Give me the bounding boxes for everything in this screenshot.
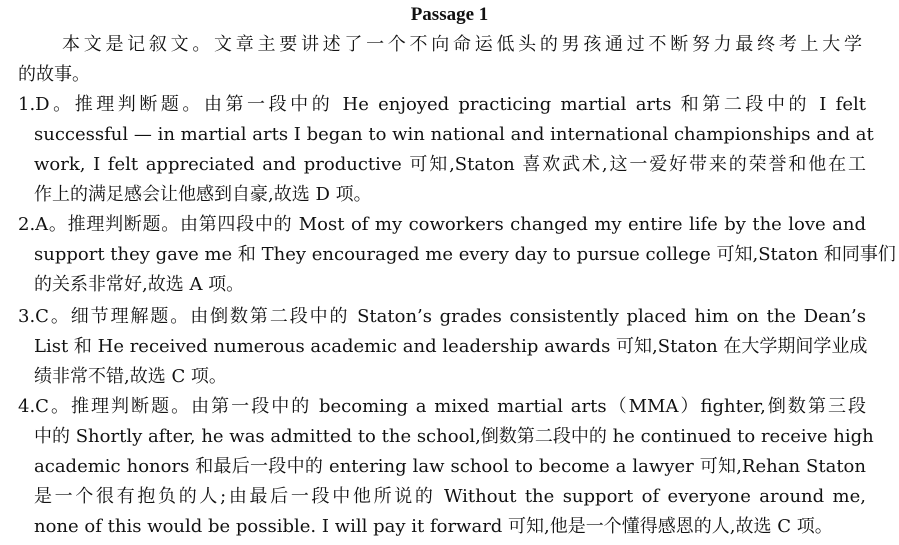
answer-2-line-3: 的关系非常好,故选 A 项。 [34,274,245,295]
answer-1-line-2: successful — in martial arts I began to win national and international championships and at [34,124,874,145]
intro-line-2: 的故事。 [18,64,90,85]
answer-2-line-1: 2.A。推理判断题。由第四段中的 Most of my coworkers changed my entire life by the love and [18,214,866,235]
answer-2-line-2: support they gave me 和 They encouraged me every day to pursue college 可知,Staton 和同事们 [34,244,896,265]
answer-4-line-1: 4.C。推理判断题。由第一段中的 becoming a mixed martial arts（MMA）fighter,倒数第三段 [18,396,866,417]
answer-3-line-2: List 和 He received numerous academic and leadership awards 可知,Staton 在大学期间学业成 [34,336,868,357]
intro-line-1: 本文是记叙文。文章主要讲述了一个不向命运低头的男孩通过不断努力最终考上大学 [62,34,862,55]
answer-4-line-3: academic honors 和最后一段中的 entering law school to become a lawyer 可知,Rehan Staton [34,456,866,477]
answer-1-line-1: 1.D。推理判断题。由第一段中的 He enjoyed practicing martial arts 和第二段中的 I felt [18,94,866,115]
passage-title: Passage 1 [410,4,489,25]
answer-3-line-1: 3.C。细节理解题。由倒数第二段中的 Staton’s grades consistently placed him on the Dean’s [18,306,866,327]
answer-4-line-2: 中的 Shortly after, he was admitted to the school,倒数第二段中的 he continued to receive high [34,426,874,447]
answer-4-line-5: none of this would be possible. I will pay it forward 可知,他是一个懂得感恩的人,故选 C 项。 [34,516,833,537]
answer-1-line-4: 作上的满足感会让他感到自豪,故选 D 项。 [34,184,372,205]
answer-3-line-3: 绩非常不错,故选 C 项。 [34,366,227,387]
answer-1-line-3: work, I felt appreciated and productive 可知,Staton 喜欢武术,这一爱好带来的荣誉和他在工 [34,154,866,175]
answer-4-line-4: 是一个很有抱负的人;由最后一段中他所说的 Without the support of everyone around me, [34,486,866,507]
